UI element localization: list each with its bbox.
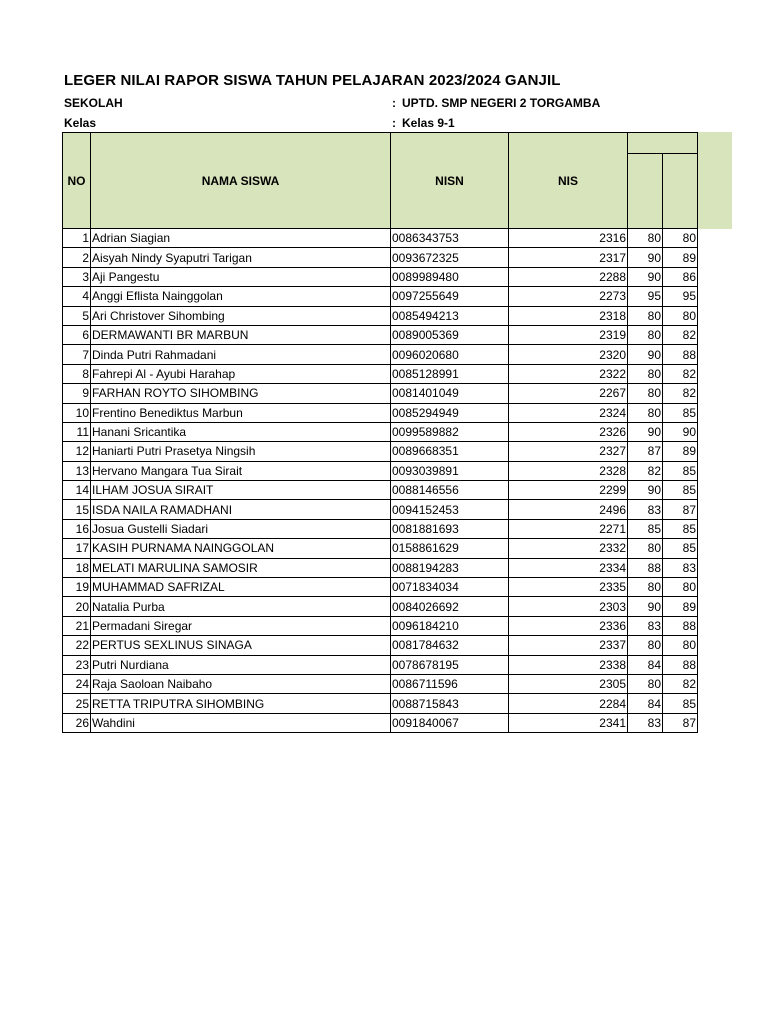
table-row [63,442,698,461]
table-row [63,616,698,635]
row-number-cell: 24 [63,674,91,693]
nisn-cell: 0088715843 [391,694,509,713]
nis-cell: 2284 [509,694,628,713]
table-row [63,384,698,403]
student-name-cell: Adrian Siagian [91,229,391,248]
score-1-cell: 80 [628,325,663,344]
score-2-cell: 87 [663,500,698,519]
score-1-cell: 87 [628,442,663,461]
row-number-cell: 1 [63,229,91,248]
row-number-cell: 7 [63,345,91,364]
nisn-cell: 0086711596 [391,674,509,693]
row-number-cell: 22 [63,636,91,655]
row-number-cell: 26 [63,713,91,732]
nisn-cell: 0085294949 [391,403,509,422]
score-1-cell: 90 [628,248,663,267]
score-2-cell: 87 [663,713,698,732]
header-nisn: NISN [391,133,509,229]
table-row [63,364,698,383]
nisn-cell: 0085128991 [391,364,509,383]
score-2-cell: 82 [663,364,698,383]
student-name-cell: MUHAMMAD SAFRIZAL [91,578,391,597]
score-2-cell: 80 [663,306,698,325]
student-name-cell: Raja Saoloan Naibaho [91,674,391,693]
table-row [63,500,698,519]
score-1-cell: 80 [628,229,663,248]
nis-cell: 2327 [509,442,628,461]
score-1-cell: 80 [628,674,663,693]
table-row [63,461,698,480]
nis-cell: 2328 [509,461,628,480]
score-1-cell: 80 [628,364,663,383]
score-2-cell: 95 [663,287,698,306]
class-label: Kelas [64,116,97,130]
row-number-cell: 8 [63,364,91,383]
score-2-cell: 83 [663,558,698,577]
score-2-cell: 85 [663,461,698,480]
nisn-cell: 0096184210 [391,616,509,635]
table-row [63,519,698,538]
nisn-cell: 0093672325 [391,248,509,267]
nis-cell: 2341 [509,713,628,732]
row-number-cell: 18 [63,558,91,577]
table-row [63,713,698,732]
nisn-cell: 0084026692 [391,597,509,616]
score-1-cell: 80 [628,636,663,655]
nis-cell: 2335 [509,578,628,597]
student-name-cell: Hervano Mangara Tua Sirait [91,461,391,480]
score-1-cell: 84 [628,655,663,674]
row-number-cell: 25 [63,694,91,713]
score-1-cell: 80 [628,384,663,403]
table-row [63,674,698,693]
nisn-cell: 0085494213 [391,306,509,325]
table-row [63,539,698,558]
table-row [63,578,698,597]
student-name-cell: Wahdini [91,713,391,732]
nisn-cell: 0088146556 [391,481,509,500]
student-name-cell: Fahrepi Al - Ayubi Harahap [91,364,391,383]
score-1-cell: 90 [628,481,663,500]
nisn-cell: 0158861629 [391,539,509,558]
score-1-cell: 90 [628,267,663,286]
nis-cell: 2267 [509,384,628,403]
row-number-cell: 23 [63,655,91,674]
header-subject-1 [628,154,663,229]
row-number-cell: 9 [63,384,91,403]
score-2-cell: 85 [663,403,698,422]
nisn-cell: 0086343753 [391,229,509,248]
score-2-cell: 85 [663,481,698,500]
nisn-cell: 0099589882 [391,422,509,441]
table-row [63,403,698,422]
score-1-cell: 80 [628,539,663,558]
score-1-cell: 90 [628,422,663,441]
score-1-cell: 88 [628,558,663,577]
table-row [63,694,698,713]
score-1-cell: 80 [628,403,663,422]
nis-cell: 2319 [509,325,628,344]
score-1-cell: 84 [628,694,663,713]
row-number-cell: 12 [63,442,91,461]
nisn-cell: 0096020680 [391,345,509,364]
student-name-cell: ISDA NAILA RAMADHANI [91,500,391,519]
nis-cell: 2288 [509,267,628,286]
student-name-cell: Frentino Benediktus Marbun [91,403,391,422]
table-row [63,229,698,248]
score-2-cell: 85 [663,519,698,538]
row-number-cell: 20 [63,597,91,616]
nisn-cell: 0093039891 [391,461,509,480]
score-1-cell: 95 [628,287,663,306]
student-name-cell: Putri Nurdiana [91,655,391,674]
nis-cell: 2317 [509,248,628,267]
nis-cell: 2334 [509,558,628,577]
score-2-cell: 80 [663,578,698,597]
nis-cell: 2320 [509,345,628,364]
school-label: SEKOLAH [64,96,123,110]
student-name-cell: KASIH PURNAMA NAINGGOLAN [91,539,391,558]
nis-cell: 2322 [509,364,628,383]
nis-cell: 2273 [509,287,628,306]
student-name-cell: Aisyah Nindy Syaputri Tarigan [91,248,391,267]
nis-cell: 2337 [509,636,628,655]
score-2-cell: 82 [663,384,698,403]
nisn-cell: 0097255649 [391,287,509,306]
row-number-cell: 15 [63,500,91,519]
score-2-cell: 89 [663,597,698,616]
table-row [63,655,698,674]
score-1-cell: 83 [628,500,663,519]
score-2-cell: 86 [663,267,698,286]
nisn-cell: 0089005369 [391,325,509,344]
row-number-cell: 14 [63,481,91,500]
table-row [63,345,698,364]
header-subject-group [628,133,698,154]
nisn-cell: 0081881693 [391,519,509,538]
header-name: NAMA SISWA [91,133,391,229]
nis-cell: 2496 [509,500,628,519]
nis-cell: 2303 [509,597,628,616]
table-row [63,267,698,286]
row-number-cell: 19 [63,578,91,597]
score-1-cell: 83 [628,616,663,635]
nis-cell: 2316 [509,229,628,248]
row-number-cell: 3 [63,267,91,286]
nis-cell: 2271 [509,519,628,538]
table-row [63,287,698,306]
table-row [63,306,698,325]
header-nis: NIS [509,133,628,229]
table-row [63,422,698,441]
nisn-cell: 0078678195 [391,655,509,674]
row-number-cell: 16 [63,519,91,538]
nisn-cell: 0081401049 [391,384,509,403]
row-number-cell: 2 [63,248,91,267]
student-name-cell: Permadani Siregar [91,616,391,635]
table-row [63,597,698,616]
grades-table [62,132,698,733]
score-1-cell: 85 [628,519,663,538]
class-value: Kelas 9-1 [402,116,455,130]
student-name-cell: Dinda Putri Rahmadani [91,345,391,364]
score-2-cell: 89 [663,248,698,267]
student-name-cell: Ari Christover Sihombing [91,306,391,325]
table-row [63,481,698,500]
student-name-cell: MELATI MARULINA SAMOSIR [91,558,391,577]
table-row [63,636,698,655]
row-number-cell: 6 [63,325,91,344]
score-1-cell: 80 [628,578,663,597]
nis-cell: 2299 [509,481,628,500]
score-1-cell: 83 [628,713,663,732]
student-name-cell: RETTA TRIPUTRA SIHOMBING [91,694,391,713]
table-row [63,325,698,344]
score-2-cell: 88 [663,616,698,635]
nis-cell: 2318 [509,306,628,325]
student-name-cell: PERTUS SEXLINUS SINAGA [91,636,391,655]
nis-cell: 2332 [509,539,628,558]
table-row [63,248,698,267]
score-2-cell: 80 [663,229,698,248]
score-1-cell: 90 [628,597,663,616]
nisn-cell: 0088194283 [391,558,509,577]
nis-cell: 2305 [509,674,628,693]
table-body [63,229,698,733]
row-number-cell: 10 [63,403,91,422]
row-number-cell: 5 [63,306,91,325]
school-value: UPTD. SMP NEGERI 2 TORGAMBA [402,96,601,110]
score-2-cell: 89 [663,442,698,461]
score-2-cell: 88 [663,345,698,364]
student-name-cell: ILHAM JOSUA SIRAIT [91,481,391,500]
score-2-cell: 82 [663,325,698,344]
score-2-cell: 82 [663,674,698,693]
score-1-cell: 82 [628,461,663,480]
row-number-cell: 17 [63,539,91,558]
student-name-cell: Hanani Sricantika [91,422,391,441]
nis-cell: 2324 [509,403,628,422]
nis-cell: 2338 [509,655,628,674]
row-number-cell: 13 [63,461,91,480]
nisn-cell: 0071834034 [391,578,509,597]
student-name-cell: FARHAN ROYTO SIHOMBING [91,384,391,403]
score-1-cell: 80 [628,306,663,325]
nis-cell: 2336 [509,616,628,635]
nisn-cell: 0089989480 [391,267,509,286]
table-row [63,558,698,577]
nisn-cell: 0089668351 [391,442,509,461]
score-2-cell: 90 [663,422,698,441]
document-title: LEGER NILAI RAPOR SISWA TAHUN PELAJARAN 2023/2024 GANJIL [64,72,561,89]
student-name-cell: Haniarti Putri Prasetya Ningsih [91,442,391,461]
row-number-cell: 11 [63,422,91,441]
score-2-cell: 88 [663,655,698,674]
student-name-cell: Anggi Eflista Nainggolan [91,287,391,306]
nisn-cell: 0081784632 [391,636,509,655]
nis-cell: 2326 [509,422,628,441]
row-number-cell: 4 [63,287,91,306]
score-2-cell: 85 [663,694,698,713]
nisn-cell: 0094152453 [391,500,509,519]
score-1-cell: 90 [628,345,663,364]
score-2-cell: 80 [663,636,698,655]
student-name-cell: Aji Pangestu [91,267,391,286]
header-fill-extension [697,132,732,229]
row-number-cell: 21 [63,616,91,635]
score-2-cell: 85 [663,539,698,558]
table-header [63,133,698,229]
header-subject-2 [663,154,698,229]
class-colon: : [392,116,396,130]
student-name-cell: DERMAWANTI BR MARBUN [91,325,391,344]
school-colon: : [392,96,396,110]
nisn-cell: 0091840067 [391,713,509,732]
student-name-cell: Josua Gustelli Siadari [91,519,391,538]
header-no: NO [63,133,91,229]
student-name-cell: Natalia Purba [91,597,391,616]
